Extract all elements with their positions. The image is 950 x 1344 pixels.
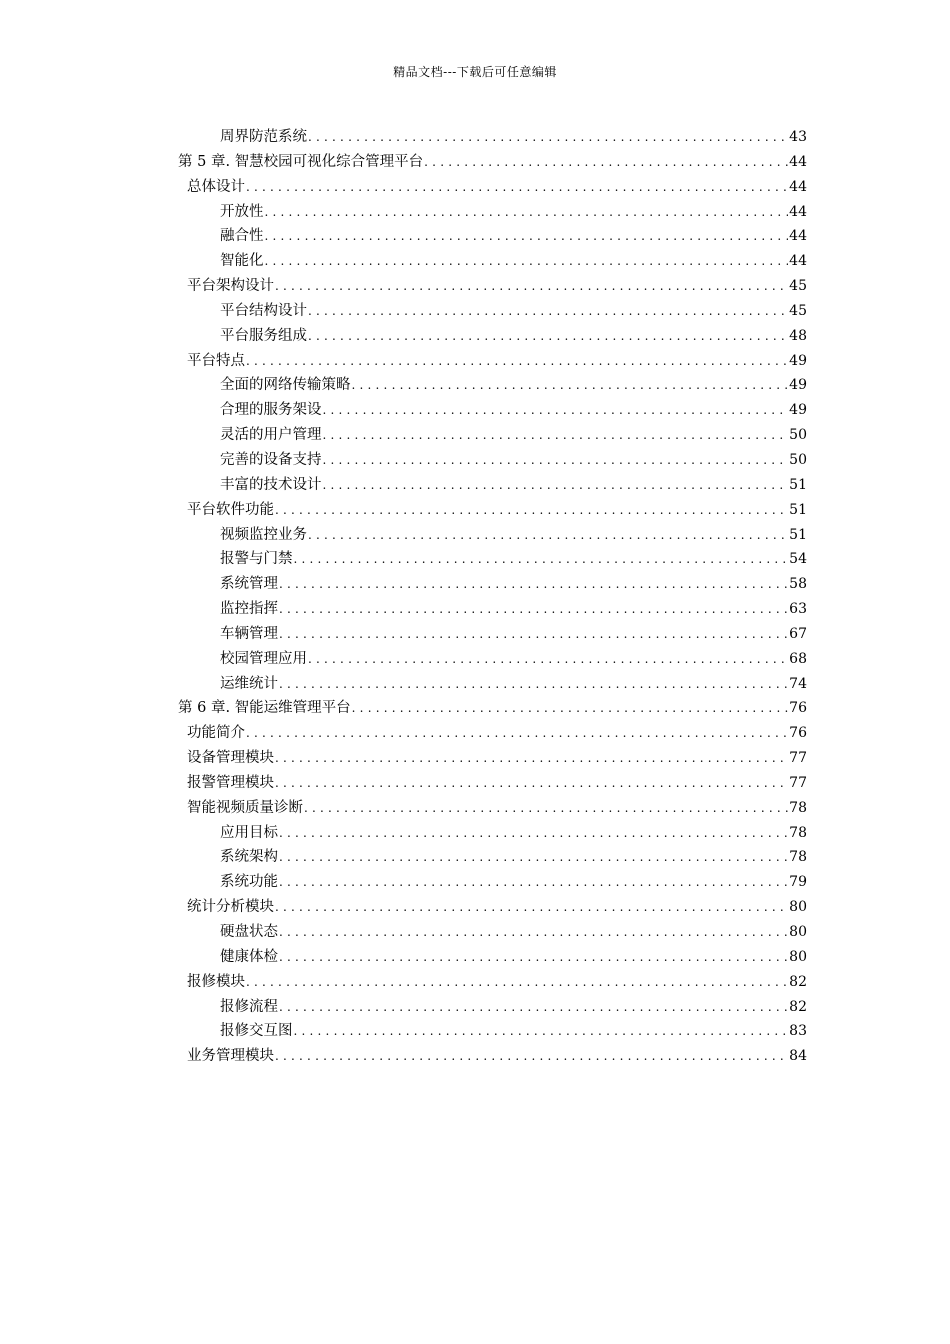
toc-entry-title: 统计分析模块 <box>187 899 274 916</box>
toc-entry[interactable] <box>178 721 807 746</box>
toc-entry-page-number: 77 <box>789 774 807 791</box>
toc-entry-page-number: 45 <box>789 278 807 295</box>
toc-entry-page-number: 77 <box>789 750 807 767</box>
toc-entry-title: 智能视频质量诊断 <box>187 799 303 816</box>
toc-entry[interactable] <box>178 622 807 647</box>
toc-entry[interactable] <box>178 373 807 398</box>
toc-entry[interactable] <box>178 249 807 274</box>
toc-entry-title: 完善的设备支持 <box>220 451 322 468</box>
toc-entry-page-number: 68 <box>789 650 807 667</box>
toc-entry-page-number: 74 <box>789 675 807 692</box>
toc-entry[interactable] <box>178 150 807 175</box>
toc-entry-page-number: 76 <box>789 700 807 717</box>
toc-entry[interactable] <box>178 945 807 970</box>
toc-entry-title: 总体设计 <box>187 178 245 195</box>
toc-dot-leader <box>279 572 788 597</box>
toc-entry-title: 周界防范系统 <box>220 129 307 145</box>
toc-entry-title: 系统功能 <box>220 874 278 891</box>
toc-entry-title: 监控指挥 <box>220 601 278 618</box>
toc-entry-title: 系统管理 <box>220 576 278 593</box>
toc-dot-leader <box>294 1019 789 1044</box>
toc-entry-page-number: 43 <box>789 129 807 145</box>
toc-dot-leader <box>265 224 789 249</box>
toc-entry[interactable] <box>178 597 807 622</box>
toc-dot-leader <box>246 175 788 200</box>
toc-entry[interactable] <box>178 1019 807 1044</box>
toc-entry-title: 第 6 章. 智能运维管理平台 <box>178 700 351 717</box>
toc-entry-page-number: 78 <box>789 849 807 866</box>
toc-dot-leader <box>424 150 788 175</box>
toc-dot-leader <box>294 547 789 572</box>
toc-dot-leader <box>323 473 789 498</box>
toc-entry[interactable] <box>178 647 807 672</box>
toc-entry[interactable] <box>178 324 807 349</box>
toc-dot-leader <box>275 1044 788 1069</box>
toc-entry-page-number: 48 <box>789 327 807 344</box>
toc-dot-leader <box>279 622 788 647</box>
toc-dot-leader <box>308 324 788 349</box>
toc-entry-page-number: 44 <box>789 253 807 270</box>
toc-entry[interactable] <box>178 498 807 523</box>
toc-dot-leader <box>279 672 788 697</box>
toc-dot-leader <box>279 870 788 895</box>
toc-entry[interactable] <box>178 672 807 697</box>
toc-dot-leader <box>275 274 788 299</box>
toc-entry-page-number: 50 <box>789 451 807 468</box>
toc-dot-leader <box>323 448 789 473</box>
toc-entry[interactable] <box>178 448 807 473</box>
toc-entry[interactable] <box>178 423 807 448</box>
toc-entry-page-number: 58 <box>789 576 807 593</box>
toc-dot-leader <box>275 771 788 796</box>
toc-entry[interactable] <box>178 200 807 225</box>
toc-entry-title: 应用目标 <box>220 824 278 841</box>
toc-entry-page-number: 44 <box>789 178 807 195</box>
toc-dot-leader <box>352 696 789 721</box>
toc-entry-page-number: 51 <box>789 526 807 543</box>
toc-entry[interactable] <box>178 125 807 150</box>
toc-entry-title: 车辆管理 <box>220 625 278 642</box>
toc-entry-title: 灵活的用户管理 <box>220 427 322 444</box>
toc-dot-leader <box>304 796 788 821</box>
toc-dot-leader <box>279 995 788 1020</box>
toc-entry-page-number: 82 <box>789 998 807 1015</box>
toc-dot-leader <box>275 746 788 771</box>
toc-dot-leader <box>246 970 788 995</box>
toc-entry-page-number: 80 <box>789 948 807 965</box>
toc-entry-title: 硬盘状态 <box>220 924 278 940</box>
toc-entry-title: 功能简介 <box>187 725 245 742</box>
toc-entry[interactable] <box>178 547 807 572</box>
toc-entry-page-number: 82 <box>789 973 807 990</box>
toc-entry[interactable] <box>178 175 807 200</box>
toc-dot-leader <box>352 373 789 398</box>
toc-entry-page-number: 79 <box>789 874 807 891</box>
toc-entry-title: 校园管理应用 <box>220 650 307 667</box>
toc-entry[interactable] <box>178 299 807 324</box>
toc-dot-leader <box>279 597 788 622</box>
toc-entry-page-number: 44 <box>789 228 807 245</box>
toc-entry-title: 平台架构设计 <box>187 278 274 295</box>
toc-dot-leader <box>279 845 788 870</box>
toc-entry-title: 运维统计 <box>220 675 278 692</box>
toc-entry-title: 合理的服务架设 <box>220 402 322 419</box>
toc-dot-leader <box>323 423 789 448</box>
toc-entry[interactable] <box>178 796 807 821</box>
toc-entry-title: 平台特点 <box>187 352 245 369</box>
toc-dot-leader <box>279 920 788 945</box>
toc-entry[interactable] <box>178 349 807 374</box>
toc-entry-title: 报修模块 <box>187 973 245 990</box>
toc-entry-title: 全面的网络传输策略 <box>220 377 351 394</box>
toc-entry[interactable] <box>178 995 807 1020</box>
toc-entry[interactable] <box>178 224 807 249</box>
toc-entry-page-number: 49 <box>789 352 807 369</box>
toc-entry-page-number: 50 <box>789 427 807 444</box>
toc-entry-page-number: 78 <box>789 824 807 841</box>
toc-entry[interactable] <box>178 274 807 299</box>
toc-entry-page-number: 54 <box>789 551 807 568</box>
toc-entry-page-number: 44 <box>789 203 807 220</box>
toc-dot-leader <box>265 249 789 274</box>
toc-entry-title: 设备管理模块 <box>187 750 274 767</box>
toc-entry-title: 智能化 <box>220 253 264 270</box>
toc-entry-page-number: 78 <box>789 799 807 816</box>
toc-entry-title: 融合性 <box>220 228 264 245</box>
toc-entry-title: 业务管理模块 <box>187 1048 274 1065</box>
toc-dot-leader <box>246 349 788 374</box>
toc-dot-leader <box>275 895 788 920</box>
toc-entry[interactable] <box>178 523 807 548</box>
toc-entry-title: 第 5 章. 智慧校园可视化综合管理平台 <box>178 153 424 170</box>
toc-entry-page-number: 49 <box>789 377 807 394</box>
toc-dot-leader <box>308 125 788 150</box>
toc-entry-page-number: 67 <box>789 625 807 642</box>
toc-entry-title: 平台软件功能 <box>187 501 274 518</box>
toc-entry-page-number: 83 <box>789 1023 807 1040</box>
toc-entry-title: 系统架构 <box>220 849 278 866</box>
toc-entry[interactable] <box>178 746 807 771</box>
toc-entry[interactable] <box>178 771 807 796</box>
page-header: 精品文档---下载后可任意编辑 <box>393 65 557 79</box>
toc-entry[interactable] <box>178 1044 807 1069</box>
toc-dot-leader <box>308 299 788 324</box>
toc-entry[interactable] <box>178 870 807 895</box>
toc-entry-page-number: 51 <box>789 476 807 493</box>
toc-entry[interactable] <box>178 473 807 498</box>
toc-entry[interactable] <box>178 970 807 995</box>
toc-dot-leader <box>308 647 788 672</box>
toc-entry-title: 平台结构设计 <box>220 302 307 319</box>
toc-dot-leader <box>323 398 789 423</box>
toc-entry-title: 视频监控业务 <box>220 526 307 543</box>
toc-entry-page-number: 45 <box>789 302 807 319</box>
toc-entry-page-number: 49 <box>789 402 807 419</box>
toc-entry-title: 报警管理模块 <box>187 774 274 791</box>
toc-entry-title: 丰富的技术设计 <box>220 476 322 493</box>
toc-entry-page-number: 51 <box>789 501 807 518</box>
toc-entry[interactable] <box>178 920 807 945</box>
toc-dot-leader <box>279 821 788 846</box>
toc-dot-leader <box>265 200 789 225</box>
toc-entry-title: 平台服务组成 <box>220 327 307 344</box>
toc-entry-title: 报警与门禁 <box>220 551 293 568</box>
toc-dot-leader <box>279 945 788 970</box>
toc-entry-page-number: 76 <box>789 725 807 742</box>
toc-entry-title: 报修交互图 <box>220 1023 293 1040</box>
table-of-contents <box>178 125 807 1069</box>
toc-entry[interactable] <box>178 696 807 721</box>
toc-entry[interactable] <box>178 821 807 846</box>
toc-entry[interactable] <box>178 572 807 597</box>
toc-entry-page-number: 44 <box>789 153 807 170</box>
toc-entry[interactable] <box>178 398 807 423</box>
toc-entry-page-number: 80 <box>789 924 807 940</box>
toc-entry-page-number: 84 <box>789 1048 807 1065</box>
toc-entry[interactable] <box>178 845 807 870</box>
toc-dot-leader <box>308 523 788 548</box>
toc-entry-page-number: 63 <box>789 601 807 618</box>
toc-entry-title: 健康体检 <box>220 948 278 965</box>
toc-dot-leader <box>275 498 788 523</box>
toc-entry-title: 报修流程 <box>220 998 278 1015</box>
toc-entry-page-number: 80 <box>789 899 807 916</box>
toc-dot-leader <box>246 721 788 746</box>
toc-entry-title: 开放性 <box>220 203 264 220</box>
toc-entry[interactable] <box>178 895 807 920</box>
